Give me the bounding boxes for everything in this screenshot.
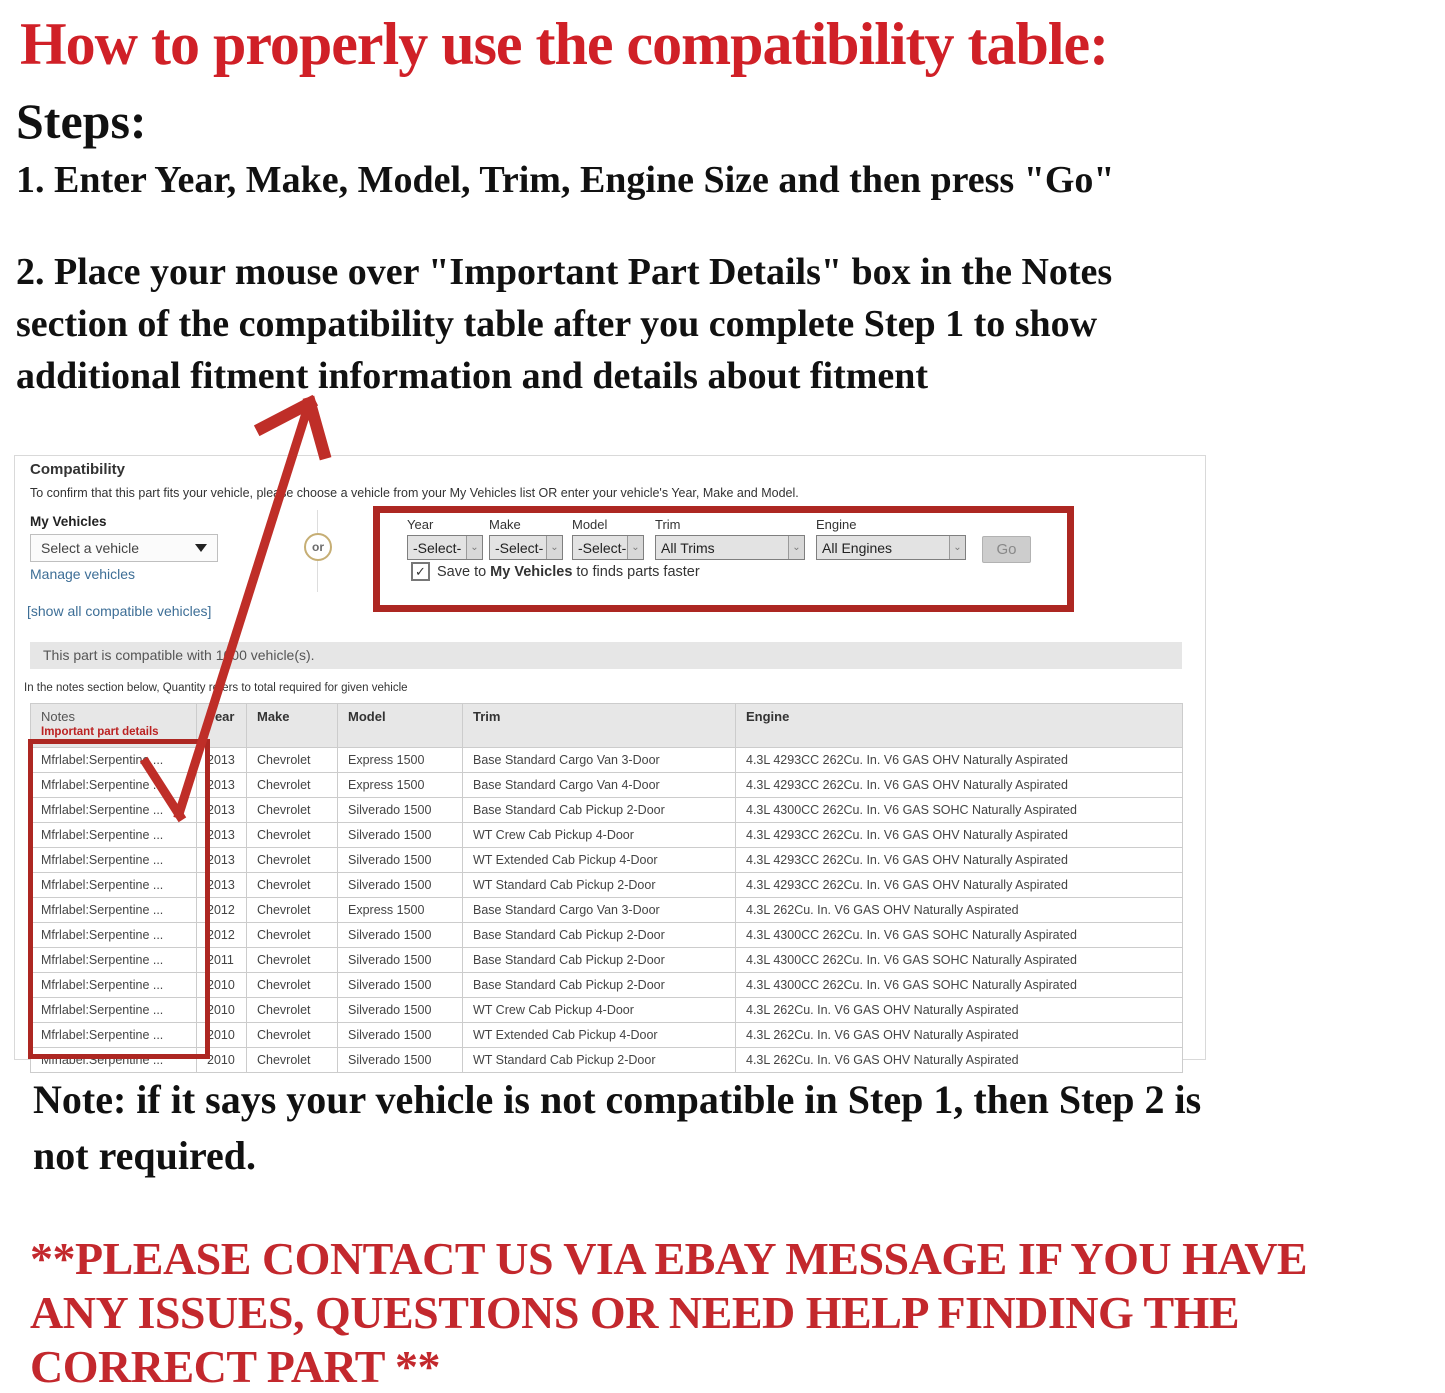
cell-engine: 4.3L 262Cu. In. V6 GAS OHV Naturally Aspirated — [736, 898, 1183, 923]
cell-engine: 4.3L 4293CC 262Cu. In. V6 GAS OHV Naturally Aspirated — [736, 873, 1183, 898]
chevron-down-icon: ⌄ — [627, 536, 643, 559]
cell-notes[interactable]: Mfrlabel:Serpentine ... — [31, 898, 197, 923]
cell-trim: Base Standard Cab Pickup 2-Door — [463, 973, 736, 998]
cell-model: Silverado 1500 — [338, 848, 463, 873]
cell-model: Silverado 1500 — [338, 998, 463, 1023]
table-row — [31, 848, 1183, 873]
my-vehicles-select-value: Select a vehicle — [41, 540, 140, 556]
cell-engine: 4.3L 262Cu. In. V6 GAS OHV Naturally Aspirated — [736, 1048, 1183, 1073]
cell-engine: 4.3L 4293CC 262Cu. In. V6 GAS OHV Naturally Aspirated — [736, 848, 1183, 873]
cell-model: Silverado 1500 — [338, 873, 463, 898]
dropdown-arrow-icon — [195, 544, 207, 552]
cell-trim: WT Standard Cab Pickup 2-Door — [463, 1048, 736, 1073]
table-row — [31, 998, 1183, 1023]
cell-notes[interactable]: Mfrlabel:Serpentine ... — [31, 848, 197, 873]
cell-engine: 4.3L 262Cu. In. V6 GAS OHV Naturally Aspirated — [736, 1023, 1183, 1048]
cell-notes[interactable]: Mfrlabel:Serpentine ... — [31, 798, 197, 823]
page-title: How to properly use the compatibility table: — [20, 11, 1109, 77]
cell-year: 2013 — [197, 773, 247, 798]
cell-year: 2010 — [197, 973, 247, 998]
cell-trim: WT Crew Cab Pickup 4-Door — [463, 823, 736, 848]
trim-select[interactable]: All Trims ⌄ — [655, 535, 805, 560]
save-label-suffix: to finds parts faster — [576, 563, 700, 580]
cell-notes[interactable]: Mfrlabel:Serpentine ... — [31, 1023, 197, 1048]
cell-year: 2012 — [197, 923, 247, 948]
table-row — [31, 773, 1183, 798]
cell-notes[interactable]: Mfrlabel:Serpentine ... — [31, 973, 197, 998]
important-part-details-label: Important part details — [41, 726, 159, 738]
cell-make: Chevrolet — [247, 923, 338, 948]
cell-year: 2012 — [197, 898, 247, 923]
trim-field-label: Trim — [655, 517, 681, 532]
chevron-down-icon: ⌄ — [546, 536, 562, 559]
cell-year: 2013 — [197, 798, 247, 823]
step-2-text — [16, 246, 1112, 402]
table-row — [31, 1048, 1183, 1073]
cell-trim: Base Standard Cargo Van 3-Door — [463, 898, 736, 923]
cell-trim: Base Standard Cab Pickup 2-Door — [463, 923, 736, 948]
note-text — [33, 1072, 1201, 1184]
note-line: not required. — [33, 1133, 256, 1178]
cell-make: Chevrolet — [247, 948, 338, 973]
model-field-label: Model — [572, 517, 608, 532]
cell-make: Chevrolet — [247, 898, 338, 923]
cell-year: 2010 — [197, 998, 247, 1023]
header-year: Year — [197, 704, 247, 748]
cell-make: Chevrolet — [247, 748, 338, 773]
cell-trim: Base Standard Cargo Van 3-Door — [463, 748, 736, 773]
my-vehicles-select[interactable] — [30, 534, 218, 562]
header-trim: Trim — [463, 704, 736, 748]
chevron-down-icon: ⌄ — [788, 536, 804, 559]
table-row — [31, 873, 1183, 898]
cell-engine: 4.3L 4293CC 262Cu. In. V6 GAS OHV Naturally Aspirated — [736, 748, 1183, 773]
compatibility-table — [30, 703, 1183, 1073]
compat-table-body — [31, 748, 1183, 1073]
cell-notes[interactable]: Mfrlabel:Serpentine ... — [31, 873, 197, 898]
my-vehicles-label: My Vehicles — [30, 514, 107, 529]
cell-engine: 4.3L 4293CC 262Cu. In. V6 GAS OHV Naturally Aspirated — [736, 823, 1183, 848]
cell-year: 2011 — [197, 948, 247, 973]
header-notes: Notes Important part details — [31, 704, 197, 748]
header-model: Model — [338, 704, 463, 748]
cell-trim: WT Extended Cab Pickup 4-Door — [463, 848, 736, 873]
cell-notes[interactable]: Mfrlabel:Serpentine ... — [31, 923, 197, 948]
cell-model: Silverado 1500 — [338, 948, 463, 973]
contact-text — [30, 1232, 1307, 1393]
table-row — [31, 748, 1183, 773]
cell-trim: WT Crew Cab Pickup 4-Door — [463, 998, 736, 1023]
model-select[interactable]: -Select- ⌄ — [572, 535, 644, 560]
cell-trim: WT Standard Cab Pickup 2-Door — [463, 873, 736, 898]
cell-make: Chevrolet — [247, 798, 338, 823]
checkbox-checked-icon[interactable] — [411, 562, 430, 581]
cell-make: Chevrolet — [247, 773, 338, 798]
cell-model: Express 1500 — [338, 898, 463, 923]
save-to-vehicles-row — [411, 562, 700, 581]
cell-model: Express 1500 — [338, 748, 463, 773]
chevron-down-icon: ⌄ — [466, 536, 482, 559]
cell-trim: Base Standard Cab Pickup 2-Door — [463, 798, 736, 823]
cell-notes[interactable]: Mfrlabel:Serpentine ... — [31, 773, 197, 798]
go-button[interactable]: Go — [982, 536, 1031, 563]
compatibility-count-banner: This part is compatible with 1000 vehicle(s). — [30, 642, 1182, 669]
cell-make: Chevrolet — [247, 973, 338, 998]
cell-notes[interactable]: Mfrlabel:Serpentine ... — [31, 748, 197, 773]
cell-notes[interactable]: Mfrlabel:Serpentine ... — [31, 1048, 197, 1073]
chevron-down-icon: ⌄ — [949, 536, 965, 559]
cell-model: Silverado 1500 — [338, 1023, 463, 1048]
step-1-text: 1. Enter Year, Make, Model, Trim, Engine Size and then press "Go" — [16, 159, 1115, 201]
cell-model: Silverado 1500 — [338, 798, 463, 823]
compatibility-subtitle: To confirm that this part fits your vehicle, please choose a vehicle from your My Vehicles list OR enter your vehicle's Year, Make and Model. — [30, 486, 799, 500]
cell-model: Silverado 1500 — [338, 923, 463, 948]
cell-notes[interactable]: Mfrlabel:Serpentine ... — [31, 998, 197, 1023]
cell-engine: 4.3L 4300CC 262Cu. In. V6 GAS SOHC Naturally Aspirated — [736, 923, 1183, 948]
save-label-bold: My Vehicles — [490, 563, 573, 580]
cell-engine: 4.3L 4300CC 262Cu. In. V6 GAS SOHC Naturally Aspirated — [736, 973, 1183, 998]
table-row — [31, 823, 1183, 848]
cell-make: Chevrolet — [247, 873, 338, 898]
cell-engine: 4.3L 4300CC 262Cu. In. V6 GAS SOHC Naturally Aspirated — [736, 798, 1183, 823]
notes-hint-text: In the notes section below, Quantity refers to total required for given vehicle — [24, 682, 408, 694]
cell-year: 2013 — [197, 873, 247, 898]
cell-engine: 4.3L 262Cu. In. V6 GAS OHV Naturally Aspirated — [736, 998, 1183, 1023]
cell-make: Chevrolet — [247, 998, 338, 1023]
cell-model: Silverado 1500 — [338, 1048, 463, 1073]
table-row — [31, 898, 1183, 923]
cell-year: 2013 — [197, 748, 247, 773]
table-row — [31, 973, 1183, 998]
cell-make: Chevrolet — [247, 1048, 338, 1073]
save-label-prefix: Save to — [437, 563, 487, 580]
contact-line: ANY ISSUES, QUESTIONS OR NEED HELP FINDING THE — [30, 1287, 1240, 1338]
cell-year: 2013 — [197, 848, 247, 873]
make-select[interactable]: -Select- ⌄ — [489, 535, 563, 560]
cell-make: Chevrolet — [247, 823, 338, 848]
or-divider: or — [304, 533, 332, 561]
engine-field-label: Engine — [816, 517, 857, 532]
step-2-line: 2. Place your mouse over "Important Part Details" box in the Notes — [16, 251, 1113, 293]
step-2-line: additional fitment information and details about fitment — [16, 355, 929, 397]
contact-line: **PLEASE CONTACT US VIA EBAY MESSAGE IF YOU HAVE — [30, 1233, 1308, 1284]
cell-make: Chevrolet — [247, 848, 338, 873]
cell-year: 2013 — [197, 823, 247, 848]
note-line: Note: if it says your vehicle is not compatible in Step 1, then Step 2 is — [33, 1077, 1202, 1122]
manage-vehicles-link[interactable]: Manage vehicles — [30, 566, 136, 582]
table-header-row — [31, 704, 1183, 748]
cell-model: Silverado 1500 — [338, 973, 463, 998]
cell-model: Silverado 1500 — [338, 823, 463, 848]
cell-trim: Base Standard Cab Pickup 2-Door — [463, 948, 736, 973]
cell-notes[interactable]: Mfrlabel:Serpentine ... — [31, 948, 197, 973]
year-field-label: Year — [407, 517, 434, 532]
header-make: Make — [247, 704, 338, 748]
table-row — [31, 948, 1183, 973]
year-select[interactable]: -Select- ⌄ — [407, 535, 483, 560]
make-field-label: Make — [489, 517, 521, 532]
header-engine: Engine — [736, 704, 1183, 748]
step-2-line: section of the compatibility table after you complete Step 1 to show — [16, 303, 1098, 345]
cell-engine: 4.3L 4300CC 262Cu. In. V6 GAS SOHC Naturally Aspirated — [736, 948, 1183, 973]
cell-year: 2010 — [197, 1048, 247, 1073]
contact-line: CORRECT PART ** — [30, 1341, 441, 1392]
cell-trim: Base Standard Cargo Van 4-Door — [463, 773, 736, 798]
show-all-compatible-link[interactable]: [show all compatible vehicles] — [27, 603, 212, 619]
cell-make: Chevrolet — [247, 1023, 338, 1048]
cell-engine: 4.3L 4293CC 262Cu. In. V6 GAS OHV Naturally Aspirated — [736, 773, 1183, 798]
engine-select[interactable]: All Engines ⌄ — [816, 535, 966, 560]
steps-heading: Steps: — [16, 93, 147, 149]
compatibility-title: Compatibility — [30, 461, 126, 478]
cell-trim: WT Extended Cab Pickup 4-Door — [463, 1023, 736, 1048]
table-row — [31, 923, 1183, 948]
cell-year: 2010 — [197, 1023, 247, 1048]
table-row — [31, 1023, 1183, 1048]
cell-notes[interactable]: Mfrlabel:Serpentine ... — [31, 823, 197, 848]
cell-model: Express 1500 — [338, 773, 463, 798]
table-row — [31, 798, 1183, 823]
